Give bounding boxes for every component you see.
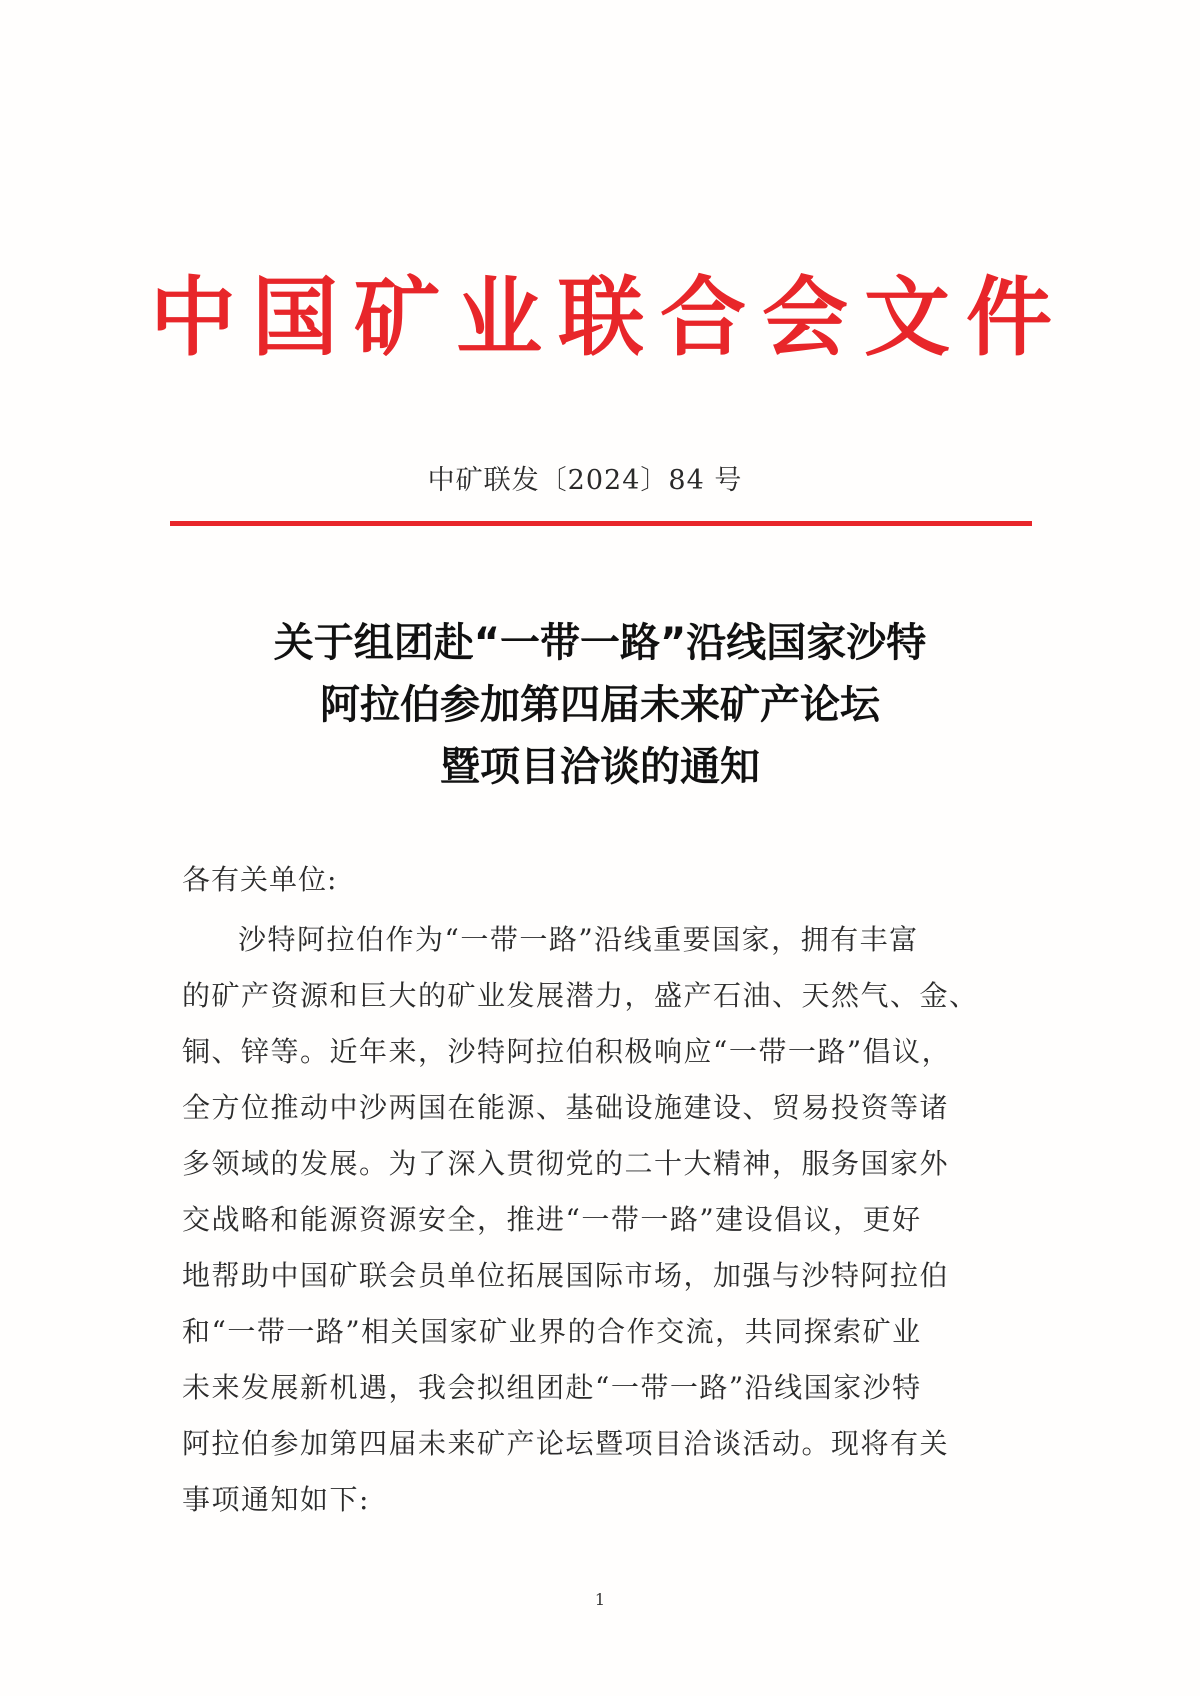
- body-text: [182, 912, 1022, 1528]
- document-number: 中矿联发〔2024〕84 号: [427, 465, 743, 496]
- body-line: 事项通知如下:: [182, 1483, 370, 1516]
- notice-title-line: 阿拉伯参加第四届未来矿产论坛: [320, 682, 880, 728]
- salutation: 各有关单位:: [182, 863, 338, 896]
- body-line: 交战略和能源资源安全，推进“一带一路”建设倡议，更好: [182, 1203, 922, 1236]
- body-line: 未来发展新机遇，我会拟组团赴“一带一路”沿线国家沙特: [182, 1371, 922, 1404]
- body-line: 的矿产资源和巨大的矿业发展潜力，盛产石油、天然气、金、: [182, 979, 979, 1012]
- masthead-title: 中国矿业联合会文件: [150, 268, 1068, 368]
- notice-title-line: 关于组团赴“一带一路”沿线国家沙特: [273, 620, 927, 666]
- notice-title: [150, 612, 1050, 798]
- body-line: 阿拉伯参加第四届未来矿产论坛暨项目洽谈活动。现将有关: [182, 1427, 950, 1460]
- page-number: 1: [594, 1590, 606, 1609]
- body-line: 多领域的发展。为了深入贯彻党的二十大精神，服务国家外: [182, 1147, 950, 1180]
- body-line: 全方位推动中沙两国在能源、基础设施建设、贸易投资等诸: [182, 1091, 950, 1124]
- notice-title-line: 暨项目洽谈的通知: [440, 744, 760, 790]
- body-line: 和“一带一路”相关国家矿业界的合作交流，共同探索矿业: [182, 1315, 922, 1348]
- body-line: 沙特阿拉伯作为“一带一路”沿线重要国家，拥有丰富: [238, 923, 919, 956]
- body-line: 地帮助中国矿联会员单位拓展国际市场，加强与沙特阿拉伯: [182, 1259, 950, 1292]
- red-divider-rule: [170, 521, 1032, 526]
- body-line: 铜、锌等。近年来，沙特阿拉伯积极响应“一带一路”倡议，: [182, 1035, 952, 1068]
